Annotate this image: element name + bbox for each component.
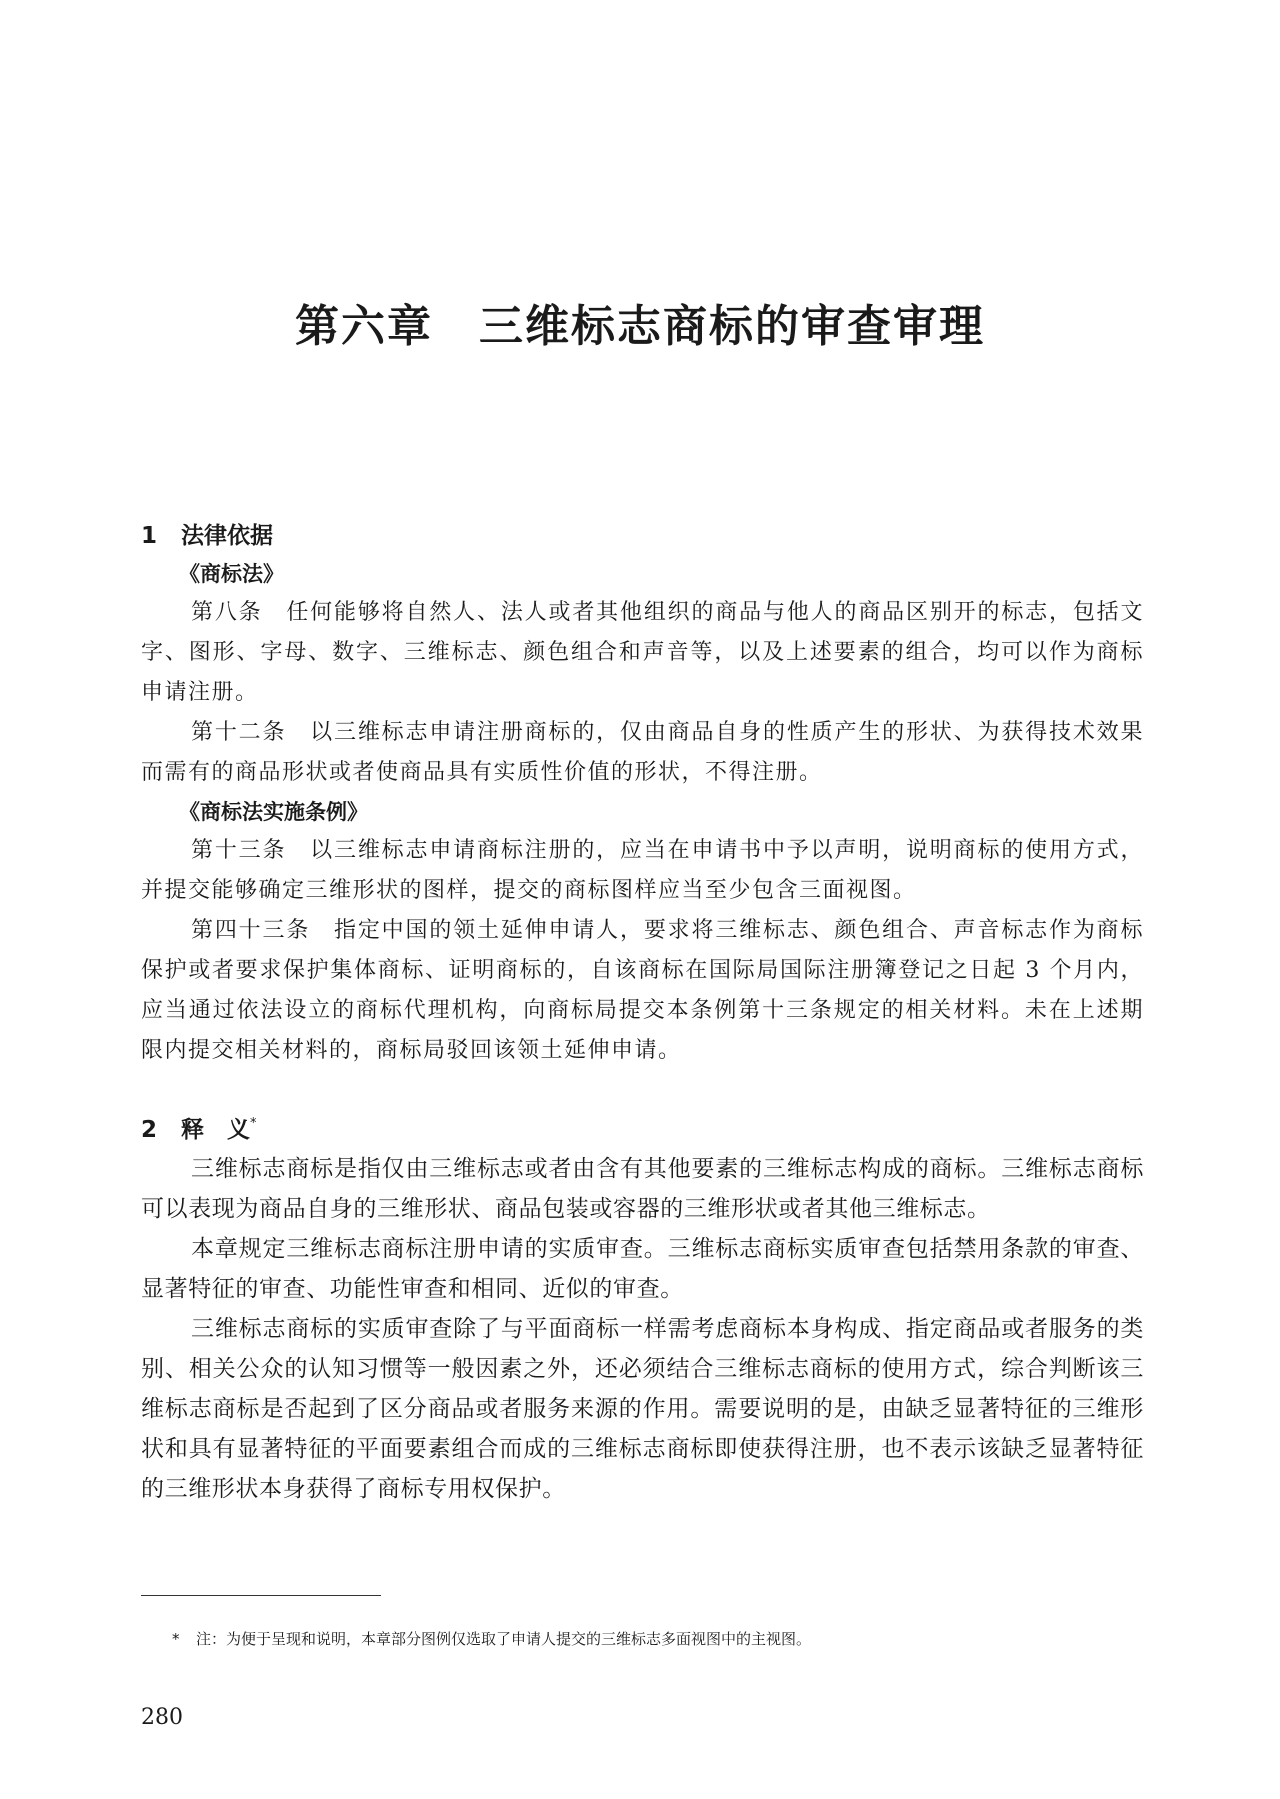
page-number: 280: [141, 1705, 183, 1730]
interpretation-paragraph-3: 三维标志商标的实质审查除了与平面商标一样需考虑商标本身构成、指定商品或者服务的类别、相关公众的认知习惯等一般因素之外，还必须结合三维标志商标的使用方式，综合判断该三维标志商标是否起到了区分商品或者服务来源的作用。需要说明的是，由缺乏显著特征的三维形状和具有显著特征的平面要素组合而成的三维标志商标即使获得注册，也不表示该缺乏显著特征的三维形状本身获得了商标专用权保护。: [141, 1316, 1144, 1502]
footnote-divider: [141, 1595, 381, 1596]
footnote-mark: *: [172, 1630, 180, 1648]
article-12: 第十二条 以三维标志申请注册商标的，仅由商品自身的性质产生的形状、为获得技术效果而需有的商品形状或者使商品具有实质性价值的形状，不得注册。: [141, 720, 1144, 785]
article-43: 第四十三条 指定中国的领土延伸申请人，要求将三维标志、颜色组合、声音标志作为商标保护或者要求保护集体商标、证明商标的，自该商标在国际局国际注册簿登记之日起 3 个月内，应当通过依法设立的商标代理机构，向商标局提交本条例第十三条规定的相关材料。未在上述期限内提交相关材料的，商标局驳回该领土延伸申请。: [141, 918, 1144, 1063]
article-13: 第十三条 以三维标志申请商标注册的，应当在申请书中予以声明，说明商标的使用方式，并提交能够确定三维形状的图样，提交的商标图样应当至少包含三面视图。: [141, 838, 1144, 903]
chapter-title: 第六章 三维标志商标的审查审理: [295, 301, 985, 352]
main-content: [141, 517, 1144, 1509]
section-2-title: 释 义: [181, 1117, 250, 1143]
interpretation-paragraph-2: 本章规定三维标志商标注册申请的实质审查。三维标志商标实质审查包括禁用条款的审查、显著特征的审查、功能性审查和相同、近似的审查。: [141, 1236, 1144, 1302]
section-1-heading: [141, 517, 1144, 555]
footnote: [172, 1627, 811, 1651]
footnote-reference-mark: *: [250, 1116, 257, 1131]
section-2-number: 2: [141, 1117, 158, 1143]
article-8: 第八条 任何能够将自然人、法人或者其他组织的商品与他人的商品区别开的标志，包括文字、图形、字母、数字、三维标志、颜色组合和声音等，以及上述要素的组合，均可以作为商标申请注册。: [141, 600, 1144, 705]
section-1-title: 法律依据: [181, 523, 273, 549]
section-1-number: 1: [141, 523, 158, 549]
footnote-text: 注：为便于呈现和说明，本章部分图例仅选取了申请人提交的三维标志多面视图中的主视图。: [196, 1630, 812, 1648]
law-title-trademark-law: 《商标法》: [179, 562, 284, 586]
law-title-implementing-regulations: 《商标法实施条例》: [179, 800, 368, 824]
section-2-heading: [141, 1111, 1144, 1149]
interpretation-paragraph-1: 三维标志商标是指仅由三维标志或者由含有其他要素的三维标志构成的商标。三维标志商标可以表现为商品自身的三维形状、商品包装或容器的三维形状或者其他三维标志。: [141, 1156, 1144, 1222]
